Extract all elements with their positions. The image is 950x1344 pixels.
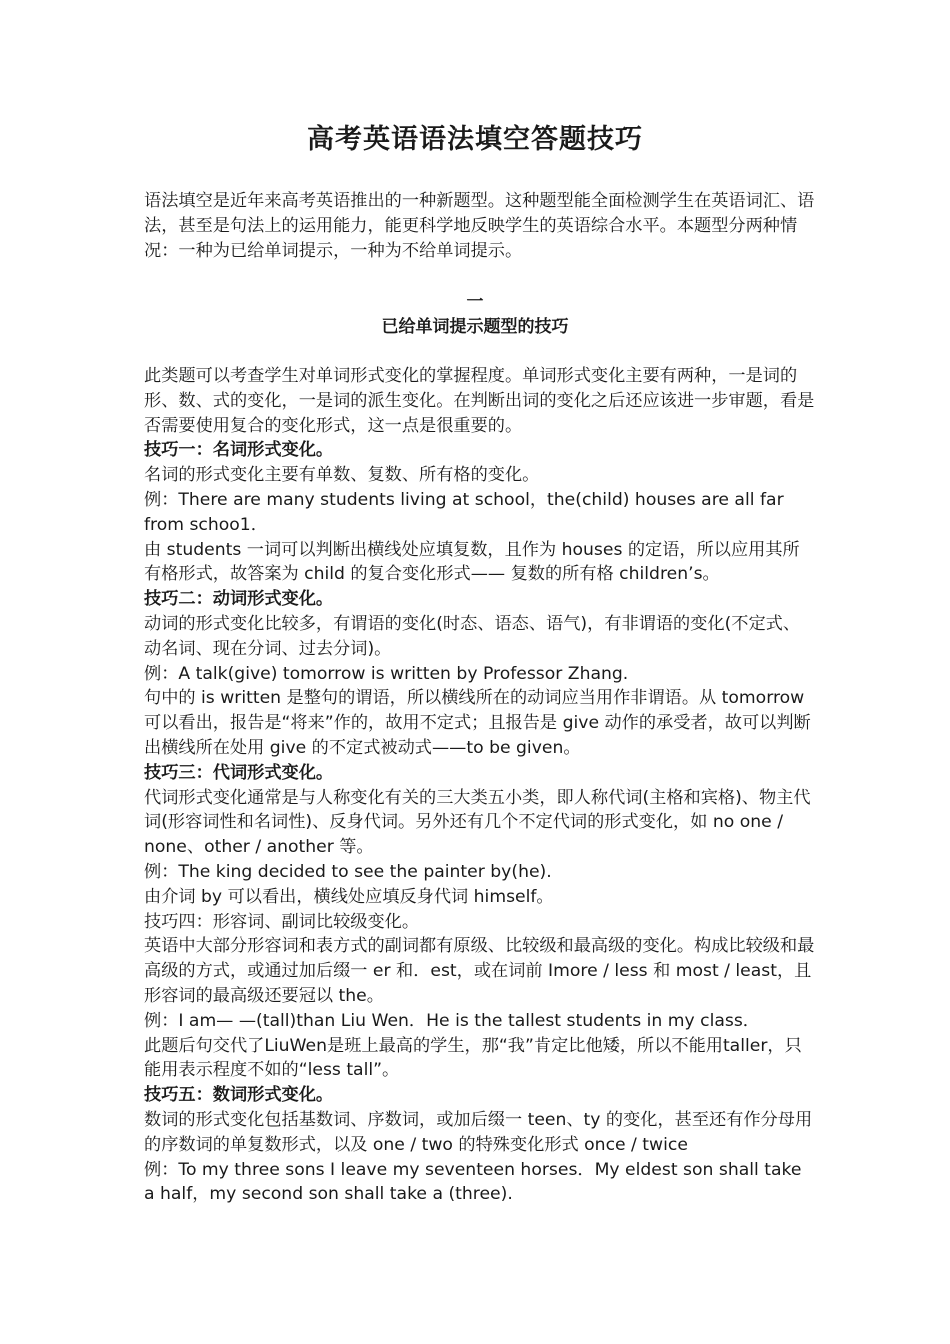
tip-example: 例：I am— —(tall)than Liu Wen．He is the tallest students in my class． [144,1010,760,1031]
section-title: 已给单词提示题型的技巧 [381,317,569,337]
tip-explanation: 由 students 一词可以判断出横线处应填复数，且作为 houses 的定语，所以应用其所有格形式，故答案为 child 的复合变化形式—— 复数的所有格 children’s。 [144,539,800,585]
section-number: 一 [466,292,484,312]
section-body [144,364,816,1207]
tip-explanation: 此题后句交代了LiuWen是班上最高的学生，那“我”肯定比他矮，所以不能用taller，只能用表示程度不如的“less tall”。 [144,1035,802,1081]
intro-paragraph: 语法填空是近年来高考英语推出的一种新题型。这种题型能全面检测学生在英语词汇、语法，甚至是句法上的运用能力，能更科学地反映学生的英语综合水平。本题型分两种情况：一种为已给单词提示，一种为不给单词提示。 [144,191,815,261]
tip-heading: 技巧二：动词形式变化。 [144,589,334,610]
tip-example: 例：The king decided to see the painter by(he). [144,861,552,882]
tip-example: 例：A talk(give) tomorrow is written by Professor Zhang. [144,663,629,684]
tip-heading: 技巧四：形容词、副词比较级变化。 [144,911,420,932]
tip-explanation: 句中的 is written 是整句的谓语，所以横线所在的动词应当用作非谓语。从 tomorrow 可以看出，报告是“将来”作的，故用不定式；且报告是 give 动作的承受者，故可以判断出横线所在处用 give 的不定式被动式——to be given。 [144,688,811,758]
section-intro-paragraph: 此类题可以考查学生对单词形式变化的掌握程度。单词形式变化主要有两种，一是词的形、数、式的变化，一是词的派生变化。在判断出词的变化之后还应该进一步审题，看是否需要使用复合的变化形式，这一点是很重要的。 [144,366,815,436]
tip-description: 数词的形式变化包括基数词、序数词，或加后缀一 teen、ty 的变化，甚至还有作分母用的序数词的单复数形式，以及 one / two 的特殊变化形式 once / twice [144,1109,813,1155]
tip-description: 名词的形式变化主要有单数、复数、所有格的变化。 [144,465,540,486]
tip-description: 代词形式变化通常是与人称变化有关的三大类五小类，即人称代词(主格和宾格)、物主代词(形容词性和名词性)、反身代词。另外还有几个不定代词的形式变化，如 no one / none、other / another 等。 [144,787,811,858]
tip-heading: 技巧五：数词形式变化。 [144,1085,334,1106]
page-title: 高考英语语法填空答题技巧 [307,124,643,155]
tip-example: 例：To my three sons I leave my seventeen horses．My eldest son shall take a half，my second son shall take a (three). [144,1159,802,1205]
tip-heading: 技巧三：代词形式变化。 [144,762,334,783]
tip-description: 英语中大部分形容词和表方式的副词都有原级、比较级和最高级的变化。构成比较级和最高级的方式，或通过加后缀一 er 和．est，或在词前 Imore / less 和 most / least，且形容词的最高级还要冠以 the。 [144,936,815,1006]
tip-description: 动词的形式变化比较多，有谓语的变化(时态、语态、语气)，有非谓语的变化(不定式、动名词、现在分词、过去分词)。 [144,613,801,659]
tip-explanation: 由介词 by 可以看出，横线处应填反身代词 himself。 [144,886,554,907]
tip-heading: 技巧一：名词形式变化。 [144,440,334,461]
tip-example: 例：There are many students living at school，the(child) houses are all far from schoo1． [144,489,784,535]
